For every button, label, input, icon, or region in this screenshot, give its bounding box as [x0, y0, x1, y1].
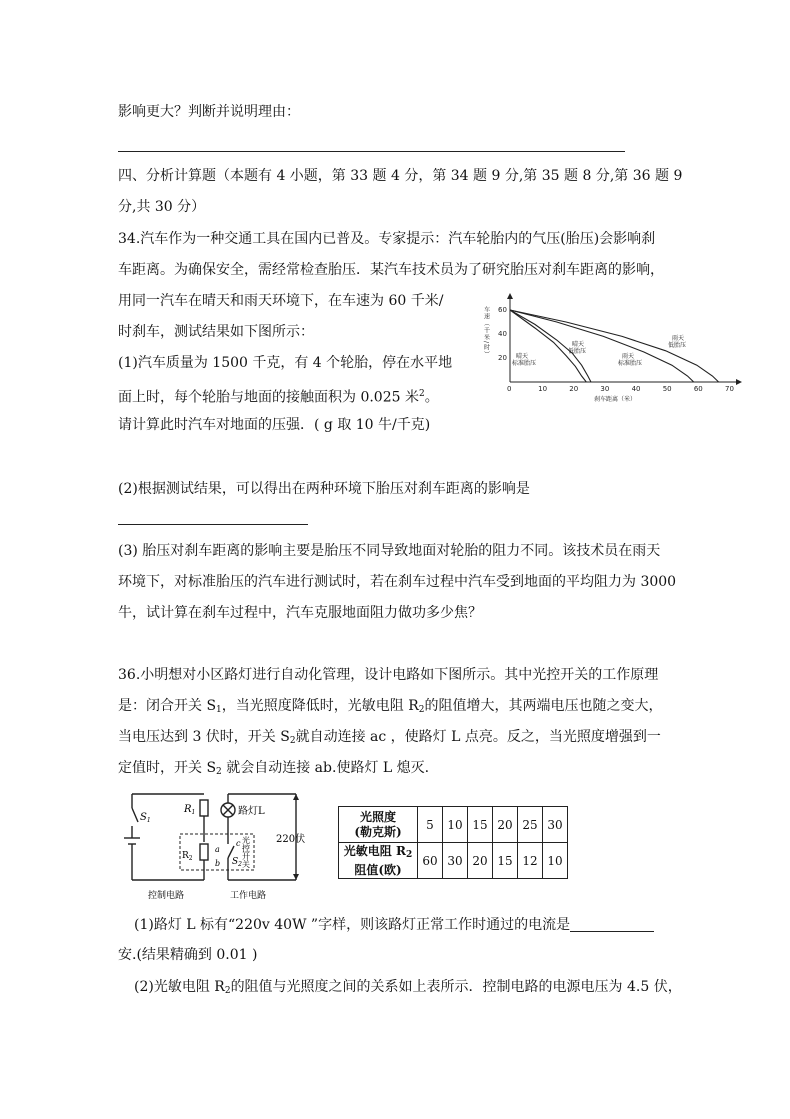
chart-axes — [507, 293, 742, 385]
x-tick-label: 10 — [538, 385, 548, 393]
text-line: 影响更大？判断并说明理由： — [118, 104, 300, 120]
answer-line — [118, 524, 308, 525]
chart-ylabel: 车速（千米/时） — [482, 306, 490, 359]
table-cell: 20 — [493, 807, 518, 843]
circuit-diagram — [118, 786, 328, 904]
table-cell: 10 — [543, 843, 568, 879]
x-tick-label: 20 — [569, 385, 579, 393]
y-tick-label: 40 — [498, 330, 507, 338]
q34-part1: 请计算此时汽车对地面的压强．( g 取 10 牛/千克) — [118, 417, 431, 433]
q34-part2: (2)根据测试结果，可以得出在两种环境下胎压对刹车距离的影响是 — [118, 481, 530, 497]
series-annotation: 晴天低胎压 — [568, 341, 587, 355]
braking-distance-chart — [476, 292, 756, 408]
table-cell: 15 — [493, 843, 518, 879]
q34-text: 用同一汽车在晴天和雨天环境下，在车速为 60 千米/ — [118, 293, 444, 309]
chart-xlabel: 刹车距离（米） — [594, 396, 637, 403]
contact-a: a — [215, 845, 220, 854]
x-tick-label: 60 — [693, 385, 703, 393]
x-tick-label: 40 — [631, 385, 641, 393]
series-line — [510, 310, 719, 382]
q36-part2: (2)光敏电阻 $R_2$的阻值与光照度之间的关系如上表所示．控制电路的电源电压为 4.5 伏， — [134, 979, 682, 996]
contact-b: b — [215, 859, 221, 868]
answer-blank — [570, 917, 654, 932]
q36-text: 36.小明想对小区路灯进行自动化管理，设计电路如下图所示。其中光控开关的工作原理 — [118, 667, 659, 683]
table-cell: 5 — [418, 807, 443, 843]
x-tick-label: 0 — [507, 385, 512, 393]
lamp-label: 路灯L — [238, 806, 265, 817]
q36-text: 定值时，开关 $S_2$ 就会自动连接 ab.使路灯 L 熄灭. — [118, 760, 430, 777]
switch-label: 光控开关 — [241, 836, 251, 868]
lux-resistance-table — [338, 806, 568, 879]
q36-part1: (1)路灯 L 标有“220v 40W ”字样，则该路灯正常工作时通过的电流是 — [134, 915, 654, 935]
q34-part3: 牛，试计算在刹车过程中，汽车克服地面阻力做功多少焦？ — [118, 605, 482, 621]
q34-text: 时刹车，测试结果如下图所示： — [118, 324, 314, 340]
series-annotation: 雨天低胎压 — [668, 335, 687, 349]
q34-part1: 面上时，每个轮胎与地面的接触面积为 0.025 米$^2$。 — [118, 389, 439, 406]
contact-c: c — [236, 839, 241, 848]
table-cell: 20 — [468, 843, 493, 879]
table-row — [339, 807, 568, 843]
control-circuit-label: 控制电路 — [148, 891, 185, 901]
q36-text: 是：闭合开关 $S_1$，当光照度降低时，光敏电阻 $R_2$的阻值增大，其两端电压也随之变大， — [118, 698, 663, 715]
q34-part3: 环境下，对标准胎压的汽车进行测试时，若在刹车过程中汽车受到地面的平均阻力为 3000 — [118, 574, 677, 590]
table-cell: 10 — [443, 807, 468, 843]
x-tick-label: 30 — [600, 385, 610, 393]
table-cell: 60 — [418, 843, 443, 879]
q36-text: 当电压达到 3 伏时，开关 $S_2$就自动连接 ac ，使路灯 L 点亮。反之，当光照度增强到一 — [118, 729, 661, 746]
answer-line — [118, 151, 625, 152]
q34-part3: (3) 胎压对刹车距离的影响主要是胎压不同导致地面对轮胎的阻力不同。该技术员在雨天 — [118, 543, 661, 559]
q34-text: 车距离。为确保安全，需经常检查胎压．某汽车技术员为了研究胎压对刹车距离的影响， — [118, 262, 664, 278]
series-annotation: 晴天标准胎压 — [512, 353, 537, 367]
table-cell: 15 — [468, 807, 493, 843]
table-cell: 12 — [518, 843, 543, 879]
s2-label: $S_2$ — [232, 857, 242, 868]
section-heading-cont: 分,共 30 分） — [118, 199, 206, 215]
y-tick-label: 20 — [498, 354, 507, 362]
section-heading: 四、分析计算题（本题有 4 小题，第 33 题 4 分，第 34 题 9 分,第 35 题 8 分,第 36 题 9 — [118, 168, 683, 184]
x-tick-label: 50 — [662, 385, 672, 393]
r2-label: $R_2$ — [182, 851, 193, 862]
q34-part1: (1)汽车质量为 1500 千克，有 4 个轮胎，停在水平地 — [118, 355, 453, 371]
table-cell: 30 — [543, 807, 568, 843]
table-header-resistance: 光敏电阻 $R_2$ 阻值(欧) — [339, 843, 418, 879]
table-cell: 25 — [518, 807, 543, 843]
table-header-lux: 光照度 (勒克斯) — [339, 807, 418, 843]
r1-label: $R_1$ — [184, 804, 196, 816]
q36-part1: 安.(结果精确到 0.01 ) — [118, 947, 258, 963]
y-tick-label: 60 — [498, 306, 507, 314]
table-cell: 30 — [443, 843, 468, 879]
work-circuit-label: 工作电路 — [230, 891, 267, 901]
q34-text: 34.汽车作为一种交通工具在国内已普及。专家提示：汽车轮胎内的气压(胎压)会影响刹 — [118, 231, 656, 247]
x-tick-label: 70 — [725, 385, 734, 393]
series-annotation: 雨天标准胎压 — [618, 353, 643, 367]
s1-label: $S_1$ — [140, 812, 151, 824]
voltage-label: 220伏 — [276, 834, 306, 845]
table-row — [339, 843, 568, 879]
series-line — [510, 310, 694, 382]
